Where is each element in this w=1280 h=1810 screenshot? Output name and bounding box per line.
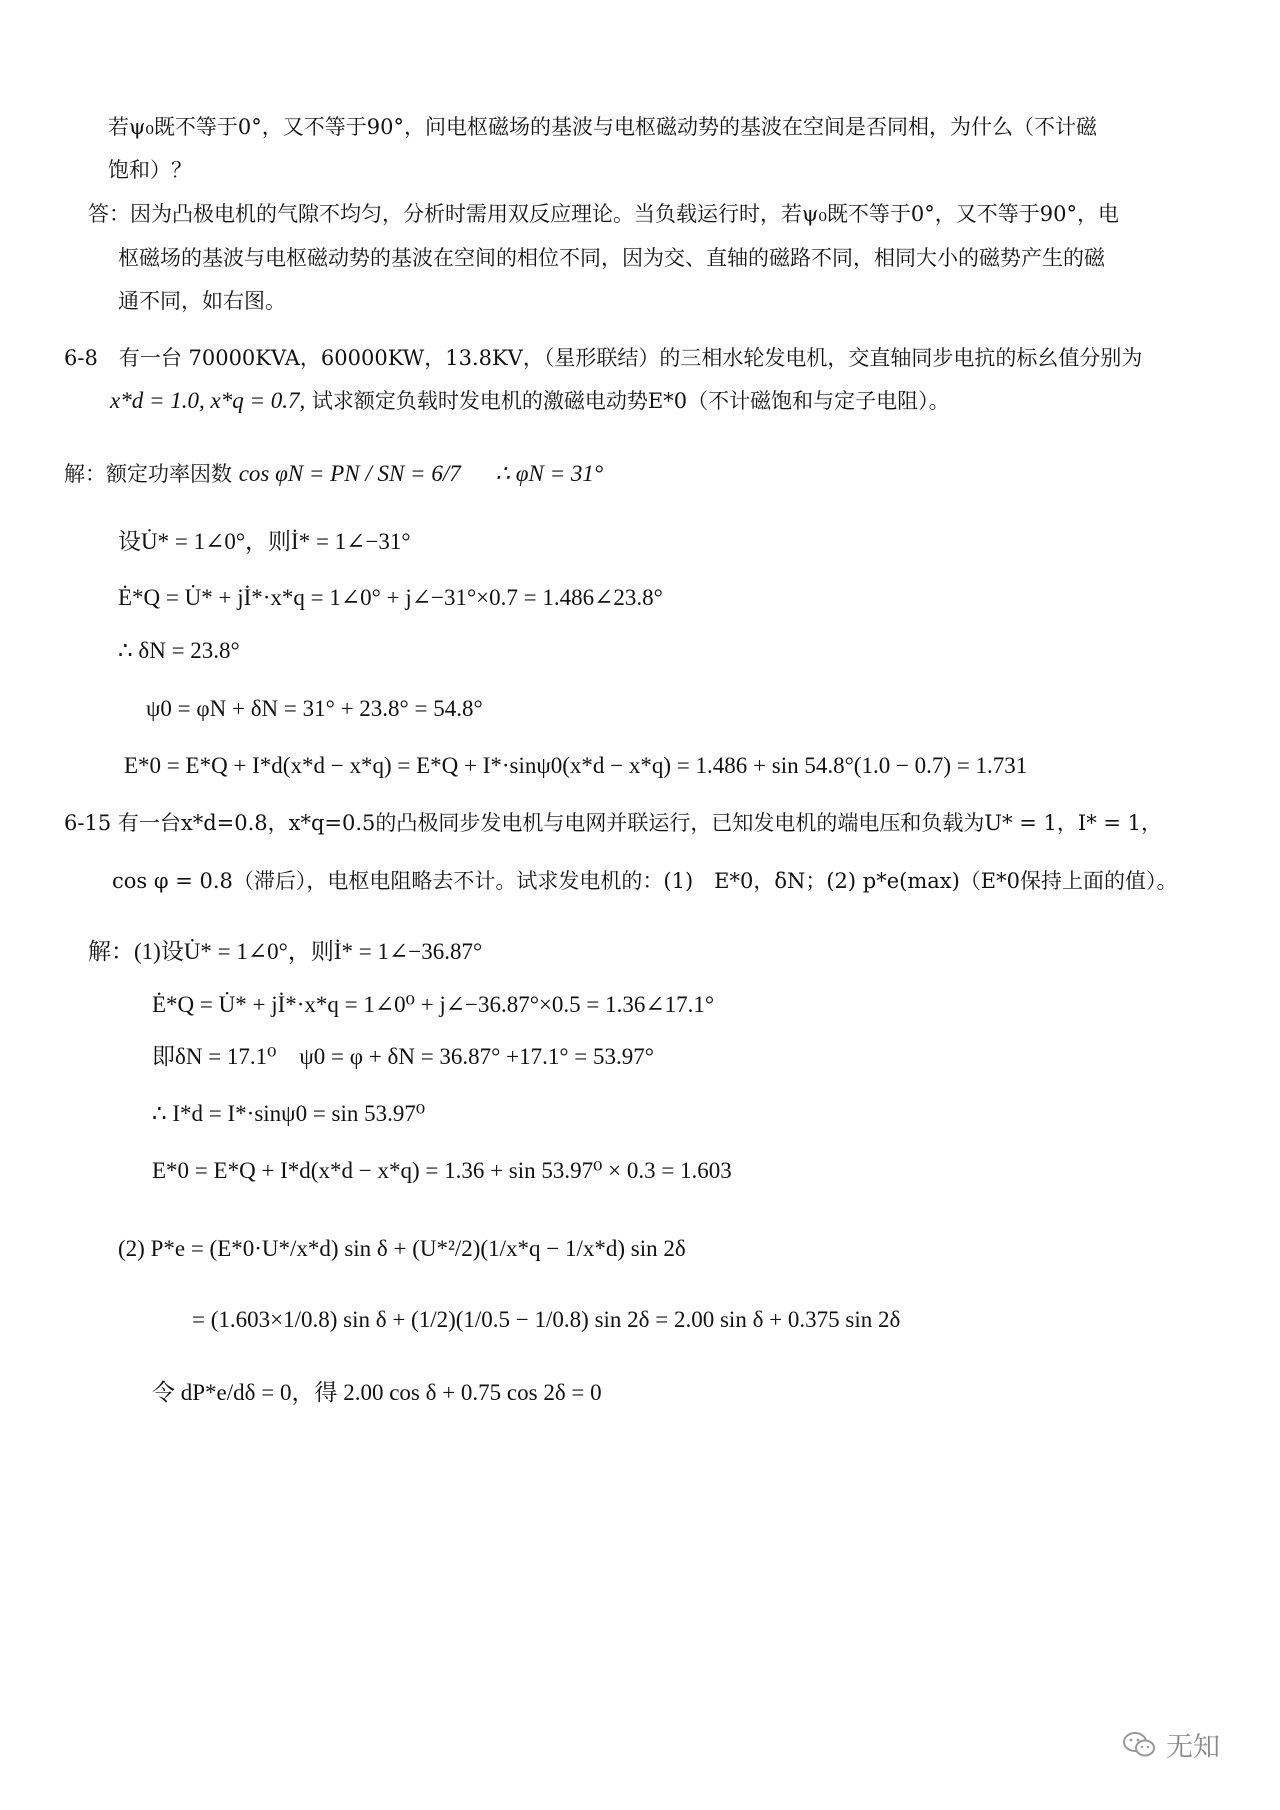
phi-result: ∴ φN = 31°	[495, 461, 604, 486]
watermark-text: 无知	[1166, 1732, 1220, 1763]
solution-6-15-step-2: Ė*Q = U̇* + jİ*·x*q = 1∠0⁰ + j∠−36.87°×0.5 = 1.36∠17.1°	[152, 992, 715, 1017]
solution-6-8-power-factor	[64, 446, 603, 502]
problem-6-8-line-1: 6-8 有一台 70000KVA，60000KW，13.8KV，（星形联结）的三相水轮发电机，交直轴同步电抗的标幺值分别为	[64, 346, 1143, 370]
question-line-1: 若ψ₀既不等于0°，又不等于90°，问电枢磁场的基波与电枢磁动势的基波在空间是否同相，为什么（不计磁	[108, 115, 1097, 139]
watermark	[1122, 1725, 1220, 1764]
solution-prefix: 解：额定功率因数	[64, 462, 232, 486]
solution-6-8-step-1: 设U̇* = 1∠0°，则İ* = 1∠−31°	[118, 529, 411, 554]
reactance-given: x*d = 1.0, x*q = 0.7,	[110, 388, 306, 413]
solution-6-15-step-1: 解：(1)设U̇* = 1∠0°，则İ* = 1∠−36.87°	[88, 939, 483, 964]
problem-6-8-task: 试求额定负载时发电机的激磁电动势E*0（不计磁饱和与定子电阻）。	[311, 389, 950, 413]
answer-line-1: 答：因为凸极电机的气隙不均匀，分析时需用双反应理论。当负载运行时，若ψ₀既不等于0°，又不等于90°，电	[88, 202, 1119, 226]
solution-6-15-step-7: = (1.603×1/0.8) sin δ + (1/2)(1/0.5 − 1/0.8) sin 2δ = 2.00 sin δ + 0.375 sin 2δ	[192, 1307, 901, 1332]
answer-line-3: 通不同，如右图。	[118, 289, 286, 313]
problem-6-15-line-2: cos φ = 0.8（滞后），电枢电阻略去不计。试求发电机的：(1) E*0，δN；(2) p*e(max)（E*0保持上面的值）。	[112, 869, 1178, 893]
solution-6-8-step-2: Ė*Q = U̇* + jİ*·x*q = 1∠0° + j∠−31°×0.7 = 1.486∠23.8°	[118, 585, 663, 610]
solution-6-15-step-6: (2) P*e = (E*0·U*/x*d) sin δ + (U*²/2)(1/x*q − 1/x*d) sin 2δ	[118, 1236, 686, 1261]
answer-line-2: 枢磁场的基波与电枢磁动势的基波在空间的相位不同，因为交、直轴的磁路不同，相同大小的磁势产生的磁	[118, 246, 1105, 270]
solution-6-8-step-5: E*0 = E*Q + I*d(x*d − x*q) = E*Q + I*·sinψ0(x*d − x*q) = 1.486 + sin 54.8°(1.0 − 0.7) = 1.731	[124, 753, 1028, 778]
power-factor-formula: cos φN = PN / SN = 6/7	[238, 461, 461, 486]
solution-6-15-step-5: E*0 = E*Q + I*d(x*d − x*q) = 1.36 + sin 53.97⁰ × 0.3 = 1.603	[152, 1158, 732, 1183]
solution-6-15-step-4: ∴ I*d = I*·sinψ0 = sin 53.97⁰	[152, 1101, 426, 1126]
wechat-icon	[1122, 1731, 1156, 1759]
solution-6-15-step-8: 令 dP*e/dδ = 0，得 2.00 cos δ + 0.75 cos 2δ = 0	[152, 1380, 602, 1405]
solution-6-8-step-4: ψ0 = φN + δN = 31° + 23.8° = 54.8°	[146, 696, 483, 721]
problem-6-8-line-2	[110, 386, 950, 416]
question-line-2: 饱和）？	[108, 158, 192, 182]
solution-6-8-step-3: ∴ δN = 23.8°	[118, 638, 240, 663]
solution-6-15-step-3: 即δN = 17.1⁰ ψ0 = φ + δN = 36.87° +17.1° = 53.97°	[152, 1044, 654, 1069]
problem-6-15-line-1: 6-15 有一台x*d=0.8，x*q=0.5的凸极同步发电机与电网并联运行，已知发电机的端电压和负载为U* = 1，I* = 1，	[64, 811, 1163, 835]
